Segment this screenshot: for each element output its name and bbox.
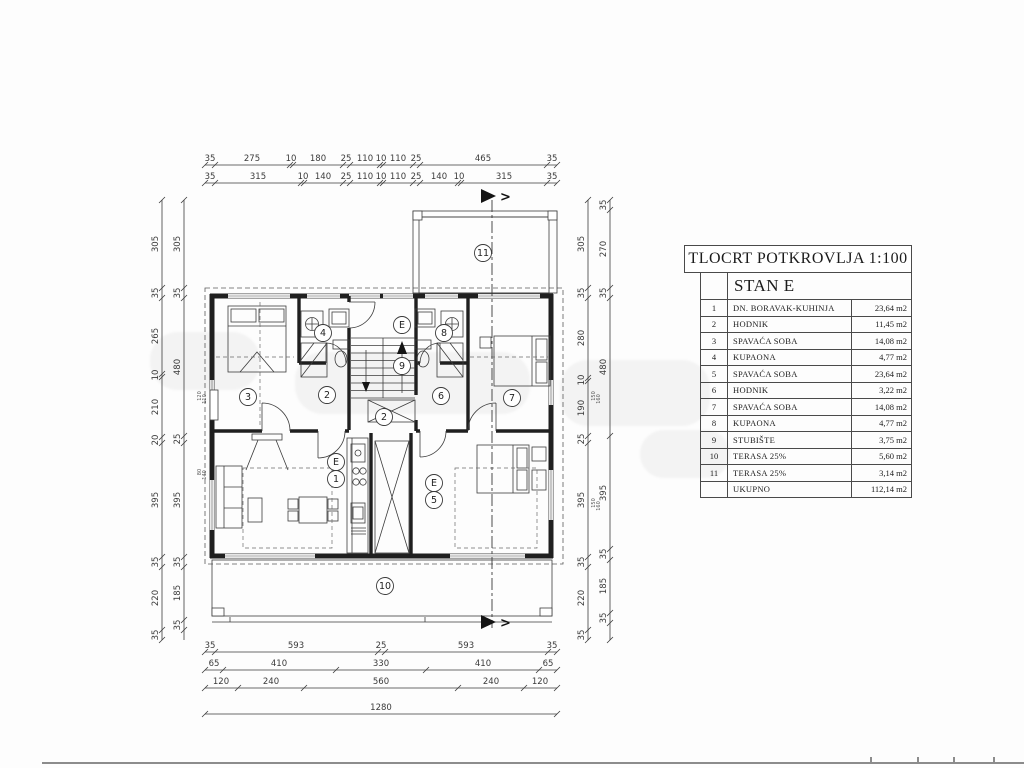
dimension-value: 265 bbox=[151, 327, 161, 345]
dimension-value: 140 bbox=[430, 172, 448, 182]
dimension-value: 465 bbox=[474, 154, 492, 164]
outer-walls bbox=[210, 294, 553, 558]
table-row bbox=[701, 415, 912, 432]
dimension-value: 35 bbox=[599, 548, 609, 560]
dimension-value: 410 bbox=[270, 659, 288, 669]
table-row bbox=[701, 382, 912, 399]
dimension-value: 35 bbox=[599, 612, 609, 624]
window-size-mark: 160 bbox=[596, 394, 602, 404]
svg-text:2: 2 bbox=[380, 412, 388, 424]
dimension-value: 25 bbox=[577, 433, 587, 445]
dimension-value: 110 bbox=[356, 172, 374, 182]
section-marker-top: > bbox=[500, 190, 511, 205]
window-size-mark: 150 bbox=[591, 391, 597, 401]
room-label-bathroom-8 bbox=[436, 325, 453, 342]
room-name: SPAVAĆA SOBA bbox=[728, 366, 852, 383]
total-num-cell bbox=[701, 481, 728, 498]
total-label: UKUPNO bbox=[728, 481, 852, 498]
dresser bbox=[532, 470, 546, 490]
dimension-value: 395 bbox=[173, 491, 183, 509]
window-size-mark: 140 bbox=[202, 470, 208, 480]
room-area: 3,22 m2 bbox=[852, 382, 912, 399]
dimension-value: 593 bbox=[287, 641, 305, 651]
dimension-value: 220 bbox=[151, 589, 161, 607]
dimension-value: 35 bbox=[204, 154, 216, 164]
table-row bbox=[701, 399, 912, 416]
window-size-mark: 150 bbox=[591, 498, 597, 508]
dimension-value: 330 bbox=[372, 659, 390, 669]
room-area: 3,75 m2 bbox=[852, 432, 912, 449]
room-number: 3 bbox=[701, 333, 728, 350]
section-marker-bottom: > bbox=[500, 616, 511, 631]
room-label-terrace-10 bbox=[377, 578, 394, 595]
dimension-value: 10 bbox=[285, 154, 297, 164]
header-num-cell bbox=[701, 273, 728, 300]
door-bedroom3 bbox=[262, 403, 290, 431]
sheet-border-tick bbox=[993, 757, 995, 762]
nightstand bbox=[480, 337, 491, 348]
nightstand bbox=[532, 447, 546, 461]
room-area-table bbox=[700, 272, 912, 498]
bed bbox=[228, 306, 286, 372]
room-name: DN. BORAVAK-KUHINJA bbox=[728, 300, 852, 317]
sheet-border-tick bbox=[917, 757, 919, 762]
room-name: SPAVAĆA SOBA bbox=[728, 333, 852, 350]
svg-text:2: 2 bbox=[323, 390, 331, 402]
dimension-value: 593 bbox=[457, 641, 475, 651]
window-size-mark: 160 bbox=[596, 501, 602, 511]
unit-name: STAN E bbox=[728, 273, 912, 300]
svg-text:11: 11 bbox=[476, 248, 490, 260]
room-number: 2 bbox=[701, 316, 728, 333]
pillow bbox=[259, 309, 284, 322]
bathroom-8-fixtures bbox=[415, 309, 463, 377]
section-arrow-bottom-icon bbox=[481, 615, 496, 629]
dimension-value: 560 bbox=[372, 677, 390, 687]
dimension-value: 395 bbox=[577, 491, 587, 509]
bed bbox=[494, 336, 550, 386]
table-row bbox=[701, 333, 912, 350]
dimension-labels bbox=[151, 154, 609, 713]
room-area: 5,60 m2 bbox=[852, 448, 912, 465]
dimension-value: 110 bbox=[389, 154, 407, 164]
pillow bbox=[517, 448, 527, 468]
room-label-bed5-unit-e bbox=[426, 475, 443, 492]
svg-text:E: E bbox=[332, 457, 340, 469]
dimension-value: 140 bbox=[314, 172, 332, 182]
dimension-value: 35 bbox=[151, 629, 161, 641]
room-label-stairs-9 bbox=[394, 358, 411, 375]
chair bbox=[328, 499, 338, 509]
room-area: 4,77 m2 bbox=[852, 349, 912, 366]
svg-text:5: 5 bbox=[430, 495, 438, 507]
dimension-value: 35 bbox=[151, 556, 161, 568]
chair bbox=[288, 499, 298, 509]
room-table-body bbox=[701, 300, 912, 482]
table-row bbox=[701, 300, 912, 317]
doors bbox=[262, 302, 496, 458]
svg-text:7: 7 bbox=[508, 393, 516, 405]
dimension-value: 65 bbox=[542, 659, 554, 669]
room-number: 1 bbox=[701, 300, 728, 317]
svg-text:9: 9 bbox=[398, 361, 406, 373]
room-number: 4 bbox=[701, 349, 728, 366]
svg-text:6: 6 bbox=[437, 391, 445, 403]
room-number: 10 bbox=[701, 448, 728, 465]
section-arrow-top-icon bbox=[481, 189, 496, 203]
room-number: 8 bbox=[701, 415, 728, 432]
dimension-value: 25 bbox=[340, 154, 352, 164]
dimension-value: 275 bbox=[243, 154, 261, 164]
pillow bbox=[231, 309, 256, 322]
door-bedroom5 bbox=[420, 431, 446, 457]
drawing-title: TLOCRT POTKROVLJA 1:100 bbox=[684, 245, 912, 273]
dimension-value: 410 bbox=[474, 659, 492, 669]
room-name: SPAVAĆA SOBA bbox=[728, 399, 852, 416]
dimension-value: 270 bbox=[599, 240, 609, 258]
room-label-living-unit-e bbox=[328, 454, 345, 471]
dimension-value: 65 bbox=[208, 659, 220, 669]
window-size-mark: 110 bbox=[202, 394, 208, 404]
dimension-value: 190 bbox=[577, 399, 587, 417]
dimension-value: 120 bbox=[212, 677, 230, 687]
room-label-hall-2a bbox=[319, 387, 336, 404]
svg-text:E: E bbox=[398, 320, 406, 332]
room-area: 4,77 m2 bbox=[852, 415, 912, 432]
dimension-value: 10 bbox=[151, 369, 161, 381]
dimension-value: 240 bbox=[262, 677, 280, 687]
dimension-value: 240 bbox=[482, 677, 500, 687]
dimension-value: 35 bbox=[599, 199, 609, 211]
dimension-value: 10 bbox=[375, 172, 387, 182]
door-bath4 bbox=[326, 343, 346, 363]
room-area: 23,64 m2 bbox=[852, 366, 912, 383]
stair-up-arrow-icon bbox=[397, 341, 407, 354]
dimension-value: 35 bbox=[546, 172, 558, 182]
total-row bbox=[701, 481, 912, 498]
room-name: TERASA 25% bbox=[728, 448, 852, 465]
room-name: STUBIŠTE bbox=[728, 432, 852, 449]
room-area: 11,45 m2 bbox=[852, 316, 912, 333]
dimension-value: 10 bbox=[453, 172, 465, 182]
table-row bbox=[701, 349, 912, 366]
room-number: 7 bbox=[701, 399, 728, 416]
chair bbox=[288, 511, 298, 521]
room-label-stair-unit-e bbox=[394, 317, 411, 334]
svg-text:3: 3 bbox=[244, 392, 252, 404]
window-size-mark: 80 bbox=[197, 468, 203, 476]
svg-text:10: 10 bbox=[378, 581, 392, 593]
living-room-furniture bbox=[216, 434, 368, 553]
dimension-value: 210 bbox=[151, 398, 161, 416]
sheet-border-tick bbox=[953, 757, 955, 762]
dimension-value: 10 bbox=[375, 154, 387, 164]
sheet-border-line bbox=[42, 762, 1024, 764]
dimension-value: 480 bbox=[599, 358, 609, 376]
dimension-value: 395 bbox=[151, 491, 161, 509]
room-name: KUPAONA bbox=[728, 415, 852, 432]
table-row bbox=[701, 432, 912, 449]
room-name: KUPAONA bbox=[728, 349, 852, 366]
room-label-bathroom-4 bbox=[315, 325, 332, 342]
room-name: HODNIK bbox=[728, 382, 852, 399]
door-stair-hall bbox=[349, 302, 375, 328]
door-living bbox=[318, 431, 345, 458]
dimension-value: 25 bbox=[173, 433, 183, 445]
room-area: 3,14 m2 bbox=[852, 465, 912, 482]
dimension-value: 315 bbox=[495, 172, 513, 182]
dimension-value: 10 bbox=[577, 374, 587, 386]
room-label-bedroom-5 bbox=[426, 492, 443, 509]
room-number: 11 bbox=[701, 465, 728, 482]
room-area: 23,64 m2 bbox=[852, 300, 912, 317]
dimension-value: 185 bbox=[599, 577, 609, 595]
windows bbox=[210, 294, 553, 558]
dimension-value: 35 bbox=[577, 629, 587, 641]
dimension-value: 25 bbox=[375, 641, 387, 651]
room-area: 14,08 m2 bbox=[852, 399, 912, 416]
room-label-bedroom-7 bbox=[504, 390, 521, 407]
dimension-value: 35 bbox=[204, 172, 216, 182]
table-row bbox=[701, 316, 912, 333]
bedroom-7-furniture bbox=[480, 336, 550, 386]
window-size-mark: 120 bbox=[197, 391, 203, 401]
dimension-value: 35 bbox=[173, 287, 183, 299]
dimension-value: 35 bbox=[204, 641, 216, 651]
dimension-value: 305 bbox=[151, 235, 161, 253]
dimension-value: 35 bbox=[577, 287, 587, 299]
dimension-value: 480 bbox=[173, 358, 183, 376]
table-row bbox=[701, 465, 912, 482]
coffee-table bbox=[248, 498, 262, 522]
dimension-value: 10 bbox=[297, 172, 309, 182]
pillow bbox=[517, 470, 527, 490]
room-label-living-1 bbox=[328, 471, 345, 488]
svg-text:E: E bbox=[430, 478, 438, 490]
shaft bbox=[375, 441, 409, 553]
bathroom-4-fixtures bbox=[301, 309, 349, 377]
room-number: 9 bbox=[701, 432, 728, 449]
dimension-value: 220 bbox=[577, 589, 587, 607]
dimension-value: 280 bbox=[577, 329, 587, 347]
svg-text:4: 4 bbox=[319, 328, 327, 340]
interior-walls bbox=[210, 296, 553, 556]
sheet-border-tick bbox=[870, 757, 872, 762]
room-number: 5 bbox=[701, 366, 728, 383]
dimension-value: 35 bbox=[546, 154, 558, 164]
room-area: 14,08 m2 bbox=[852, 333, 912, 350]
dimension-value: 185 bbox=[173, 584, 183, 602]
pillow bbox=[536, 362, 547, 383]
dimension-value: 25 bbox=[410, 154, 422, 164]
dimension-value: 25 bbox=[340, 172, 352, 182]
room-label-hall-2b bbox=[376, 409, 393, 426]
chair bbox=[328, 511, 338, 521]
room-name: HODNIK bbox=[728, 316, 852, 333]
dimension-ticks bbox=[159, 162, 613, 717]
table-header-row bbox=[701, 273, 912, 300]
dimension-value: 110 bbox=[356, 154, 374, 164]
dimension-value: 1280 bbox=[370, 703, 392, 713]
bed bbox=[477, 445, 529, 493]
dimension-value: 305 bbox=[173, 235, 183, 253]
window-size-marks bbox=[197, 391, 602, 511]
table-row bbox=[701, 448, 912, 465]
dimension-value: 25 bbox=[410, 172, 422, 182]
room-number: 6 bbox=[701, 382, 728, 399]
dimension-value: 35 bbox=[151, 287, 161, 299]
total-area: 112,14 m2 bbox=[852, 481, 912, 498]
dimension-value: 20 bbox=[151, 434, 161, 446]
svg-text:8: 8 bbox=[440, 328, 448, 340]
dimension-value: 35 bbox=[577, 556, 587, 568]
sofa bbox=[216, 466, 242, 528]
dimension-value: 180 bbox=[309, 154, 327, 164]
dimension-value: 305 bbox=[577, 235, 587, 253]
svg-text:1: 1 bbox=[332, 474, 340, 486]
dimension-value: 120 bbox=[531, 677, 549, 687]
dimension-value: 395 bbox=[599, 484, 609, 502]
dimension-value: 110 bbox=[389, 172, 407, 182]
bedroom-5-furniture bbox=[477, 445, 546, 493]
dimension-value: 35 bbox=[173, 619, 183, 631]
table-row bbox=[701, 366, 912, 383]
dining-table bbox=[299, 497, 327, 523]
dimension-lines bbox=[162, 165, 610, 714]
tv bbox=[252, 434, 282, 440]
room-name: TERASA 25% bbox=[728, 465, 852, 482]
dimension-value: 35 bbox=[546, 641, 558, 651]
room-label-terrace-11 bbox=[475, 245, 492, 262]
dimension-value: 35 bbox=[599, 287, 609, 299]
dimension-value: 35 bbox=[173, 556, 183, 568]
dimension-value: 315 bbox=[249, 172, 267, 182]
room-label-hall-6 bbox=[433, 388, 450, 405]
room-label-bedroom-3 bbox=[240, 389, 257, 406]
